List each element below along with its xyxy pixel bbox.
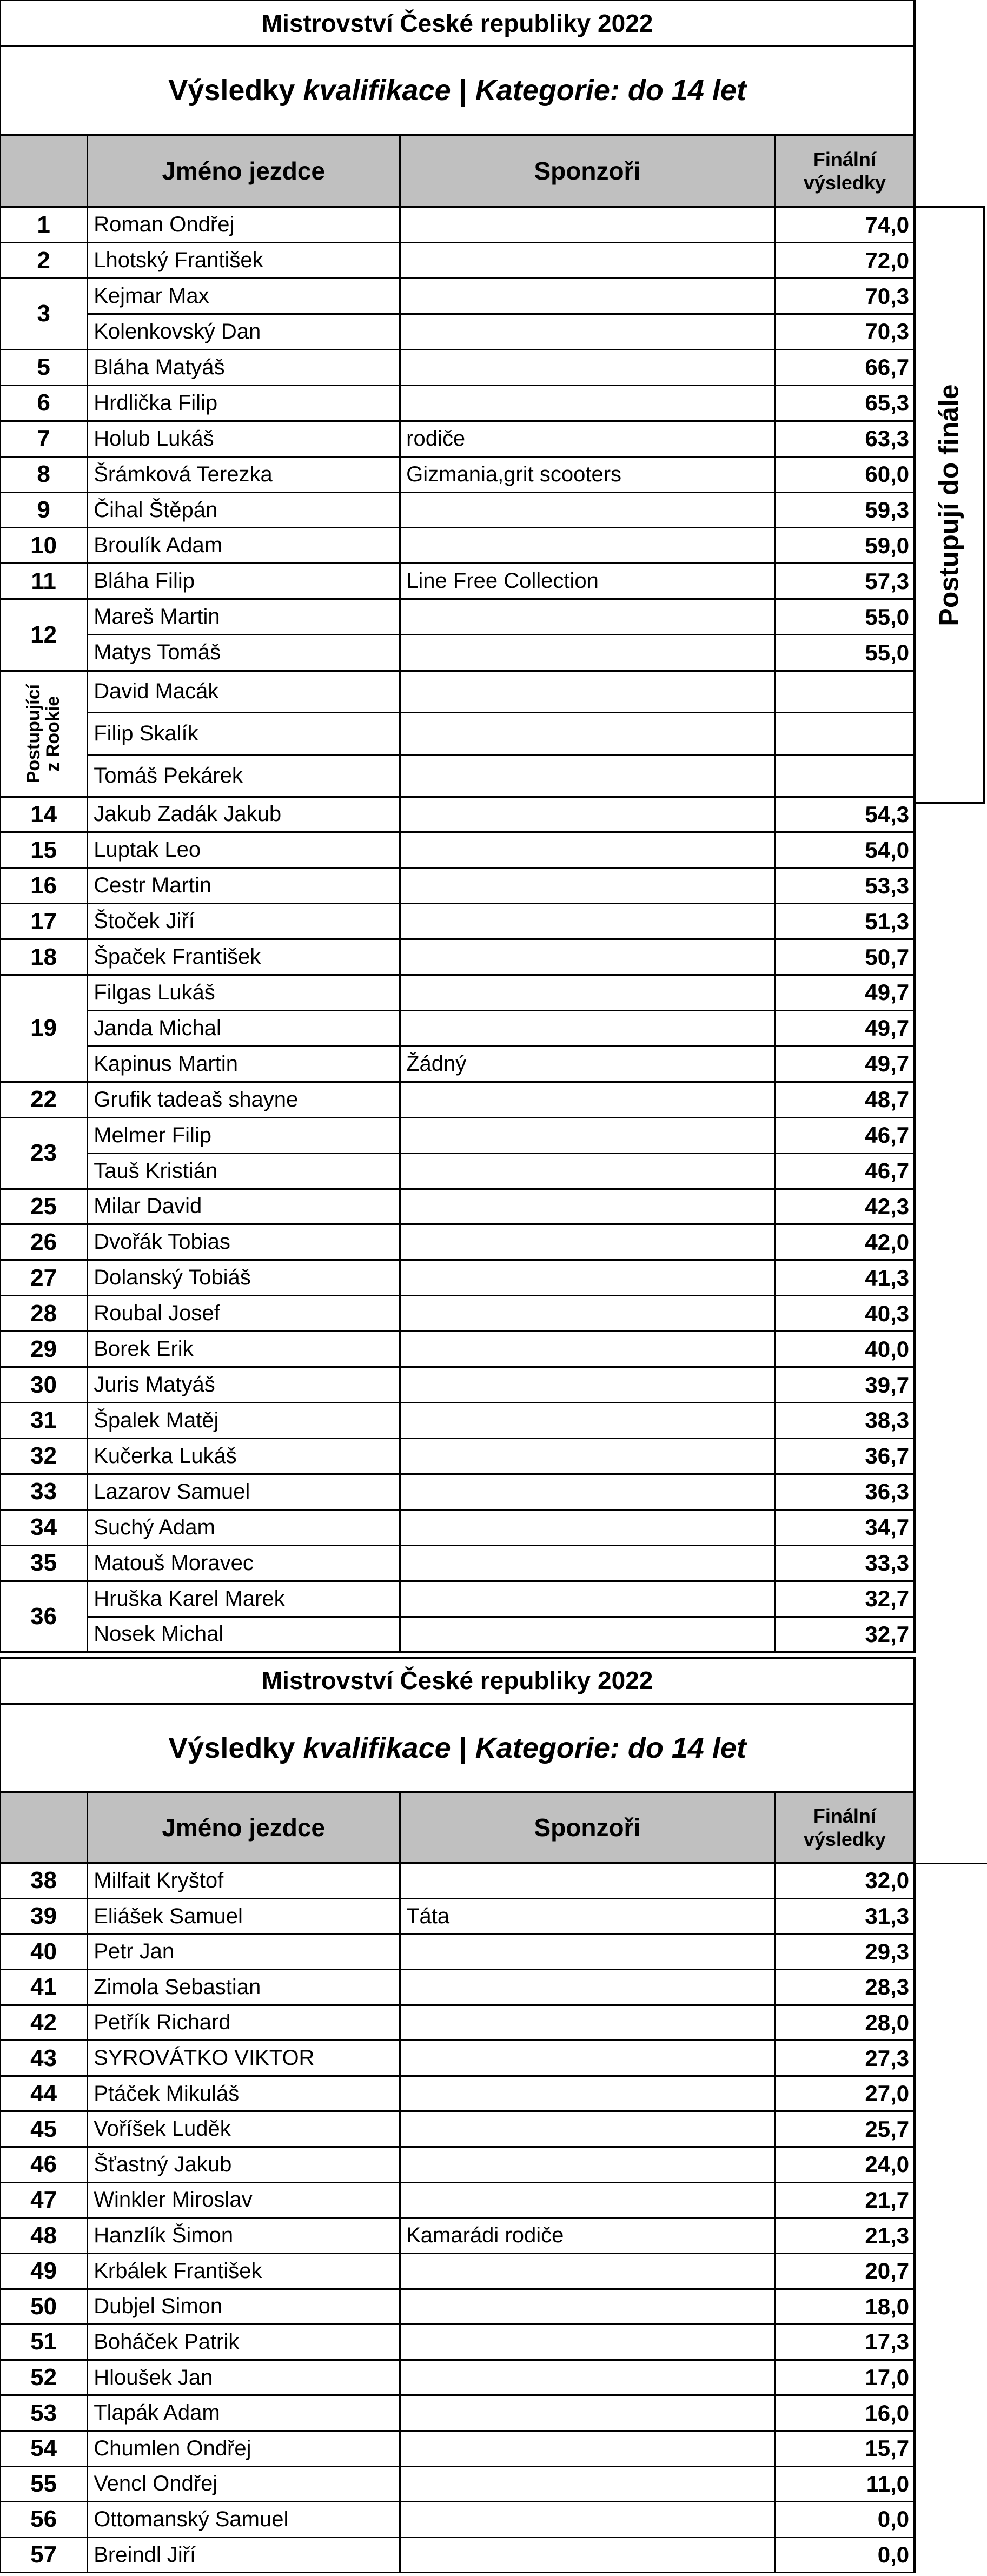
rider-sponsor bbox=[400, 1224, 775, 1260]
subtitle-part3: | bbox=[451, 74, 475, 107]
rider-sponsor bbox=[400, 975, 775, 1011]
final-score: 50,7 bbox=[865, 944, 910, 970]
grid-line bbox=[915, 1863, 987, 1864]
rider-sponsor: Táta bbox=[406, 1904, 450, 1928]
rider-name: Tomáš Pekárek bbox=[94, 763, 243, 787]
subtitle-part2: kvalifikace bbox=[303, 74, 451, 107]
rank-number: 7 bbox=[37, 425, 50, 452]
rider-sponsor bbox=[400, 671, 775, 713]
rank-number: 54 bbox=[30, 2435, 57, 2462]
rider-sponsor bbox=[400, 1189, 775, 1224]
rider-sponsor bbox=[400, 712, 775, 754]
rank-number: 18 bbox=[30, 943, 57, 970]
subtitle-part4: Kategorie: do 14 let bbox=[475, 1732, 746, 1765]
grid-line bbox=[913, 0, 916, 207]
rank-number: 25 bbox=[30, 1193, 57, 1220]
rank-number: 2 bbox=[37, 247, 50, 274]
grid-line bbox=[399, 135, 401, 207]
rider-sponsor bbox=[400, 207, 775, 243]
rider-name: Bláha Matyáš bbox=[94, 355, 225, 379]
final-score: 25,7 bbox=[865, 2116, 910, 2142]
grid-line bbox=[0, 134, 916, 136]
rider-sponsor bbox=[400, 2395, 775, 2431]
rider-name: Cestr Martin bbox=[94, 873, 212, 898]
rank-number: 40 bbox=[30, 1938, 57, 1965]
grid-line bbox=[87, 207, 88, 1652]
final-score: 34,7 bbox=[865, 1514, 910, 1540]
rank-number: 27 bbox=[30, 1264, 57, 1291]
rider-sponsor bbox=[400, 1970, 775, 2005]
grid-line bbox=[87, 712, 915, 713]
rider-name: Winkler Miroslav bbox=[94, 2188, 253, 2212]
rank-number: 45 bbox=[30, 2115, 57, 2142]
rank-number: 43 bbox=[30, 2044, 57, 2071]
column-header-score: Finální výsledky bbox=[803, 148, 886, 194]
rider-name: Matys Tomáš bbox=[94, 640, 221, 665]
rider-name: Holub Lukáš bbox=[94, 426, 214, 451]
rank-number: 23 bbox=[30, 1140, 57, 1167]
rider-sponsor bbox=[400, 2147, 775, 2183]
rank-number: 52 bbox=[30, 2364, 57, 2391]
final-score bbox=[775, 754, 915, 797]
rider-name: Suchý Adam bbox=[94, 1515, 215, 1539]
rider-sponsor bbox=[400, 2076, 775, 2111]
rider-sponsor bbox=[400, 2325, 775, 2360]
rank-number: 11 bbox=[31, 567, 56, 594]
rider-sponsor bbox=[400, 279, 775, 314]
rider-name: Hloušek Jan bbox=[94, 2365, 213, 2389]
column-header-score: Finální výsledky bbox=[803, 1805, 886, 1851]
rider-name: Ottomanský Samuel bbox=[94, 2507, 289, 2531]
rider-sponsor bbox=[400, 754, 775, 797]
rider-sponsor: Gizmania,grit scooters bbox=[406, 462, 622, 486]
rider-name: Šrámková Terezka bbox=[94, 462, 273, 486]
final-score: 27,3 bbox=[865, 2045, 910, 2071]
subtitle-part1: Výsledky bbox=[168, 74, 303, 107]
final-score: 32,7 bbox=[865, 1621, 910, 1647]
rider-sponsor bbox=[400, 868, 775, 904]
final-score: 51,3 bbox=[865, 908, 910, 934]
final-score: 16,0 bbox=[865, 2400, 910, 2426]
final-score: 60,0 bbox=[865, 461, 910, 487]
rank-number: 36 bbox=[30, 1603, 57, 1630]
rank-number: 35 bbox=[30, 1549, 57, 1577]
rank-number: 12 bbox=[30, 621, 57, 648]
rider-name: Hanzlík Šimon bbox=[94, 2223, 234, 2248]
rider-sponsor bbox=[400, 243, 775, 279]
final-score: 70,3 bbox=[865, 283, 910, 309]
rider-name: Dubjel Simon bbox=[94, 2294, 223, 2319]
rank-number: 38 bbox=[30, 1867, 57, 1894]
rider-sponsor bbox=[400, 1117, 775, 1153]
rank-number: 17 bbox=[30, 908, 57, 935]
rider-sponsor bbox=[400, 1545, 775, 1581]
rider-name: Tlapák Adam bbox=[94, 2401, 220, 2425]
final-score: 32,0 bbox=[865, 1868, 910, 1893]
grid-line bbox=[0, 1651, 916, 1653]
rider-name: Janda Michal bbox=[94, 1016, 221, 1040]
grid-line bbox=[0, 1791, 916, 1793]
rank-number: 51 bbox=[30, 2328, 57, 2355]
rider-name: Dolanský Tobiáš bbox=[94, 1266, 251, 1290]
final-score: 40,3 bbox=[865, 1300, 910, 1326]
grid-line bbox=[0, 0, 1, 207]
rider-sponsor bbox=[400, 939, 775, 975]
rider-sponsor: Žádný bbox=[406, 1051, 467, 1076]
rank-number: 6 bbox=[37, 389, 50, 416]
sheet-title: Mistrovství České republiky 2022 bbox=[261, 9, 653, 37]
rider-name: Bláha Filip bbox=[94, 569, 195, 593]
rider-name: Jakub Zadák Jakub bbox=[94, 802, 282, 826]
rank-number: 9 bbox=[37, 496, 50, 524]
grid-line bbox=[0, 45, 916, 47]
final-score: 48,7 bbox=[865, 1087, 910, 1112]
subtitle-part3: | bbox=[451, 1732, 475, 1765]
rider-name: Petr Jan bbox=[94, 1939, 175, 1964]
rider-sponsor bbox=[400, 2041, 775, 2076]
rank-number: 53 bbox=[30, 2399, 57, 2426]
final-score: 42,3 bbox=[865, 1193, 910, 1219]
rider-sponsor bbox=[400, 2182, 775, 2218]
rider-name: Krbálek František bbox=[94, 2259, 262, 2283]
rank-number: 14 bbox=[30, 800, 57, 827]
rider-sponsor bbox=[400, 1367, 775, 1403]
grid-line bbox=[399, 207, 401, 1652]
rider-name: David Macák bbox=[94, 679, 219, 704]
rider-sponsor bbox=[400, 1332, 775, 1367]
rank-number: 33 bbox=[30, 1478, 57, 1505]
rookie-advance-label: Postupující z Rookie bbox=[23, 684, 63, 783]
rider-sponsor: Line Free Collection bbox=[406, 569, 599, 593]
rider-name: Milfait Kryštof bbox=[94, 1868, 224, 1892]
rank-number: 31 bbox=[30, 1407, 57, 1434]
final-score: 24,0 bbox=[865, 2151, 910, 2177]
rank-number: 56 bbox=[30, 2506, 57, 2533]
grid-line bbox=[87, 1153, 915, 1154]
grid-line bbox=[0, 2572, 916, 2573]
rank-number: 42 bbox=[30, 2009, 57, 2036]
final-score: 46,7 bbox=[865, 1158, 910, 1184]
final-score bbox=[775, 671, 915, 713]
rider-sponsor bbox=[400, 1153, 775, 1189]
rider-name: Kapinus Martin bbox=[94, 1051, 238, 1076]
final-score: 38,3 bbox=[865, 1407, 910, 1433]
rider-sponsor bbox=[400, 1438, 775, 1474]
rider-sponsor bbox=[400, 1509, 775, 1545]
rank-number: 3 bbox=[37, 300, 50, 327]
final-score: 15,7 bbox=[865, 2435, 910, 2461]
rider-sponsor bbox=[400, 1260, 775, 1296]
final-score: 55,0 bbox=[865, 604, 910, 630]
rider-sponsor bbox=[400, 2502, 775, 2538]
rank-number: 47 bbox=[30, 2186, 57, 2213]
rider-name: Lhotský František bbox=[94, 248, 263, 273]
rank-number: 55 bbox=[30, 2470, 57, 2497]
final-score: 54,3 bbox=[865, 801, 910, 827]
final-score: 53,3 bbox=[865, 872, 910, 898]
rank-number: 22 bbox=[30, 1086, 57, 1113]
rank-number: 41 bbox=[30, 1974, 57, 2001]
rider-name: SYROVÁTKO VIKTOR bbox=[94, 2046, 315, 2070]
rider-name: Filgas Lukáš bbox=[94, 980, 215, 1004]
rider-name: Petřík Richard bbox=[94, 2010, 231, 2035]
final-score: 32,7 bbox=[865, 1586, 910, 1612]
rider-sponsor bbox=[400, 2111, 775, 2147]
rank-number: 44 bbox=[30, 2080, 57, 2107]
rider-name: Ptáček Mikuláš bbox=[94, 2081, 240, 2105]
rank-number: 15 bbox=[30, 836, 57, 863]
rider-name: Boháček Patrik bbox=[94, 2329, 240, 2354]
rider-sponsor bbox=[400, 1934, 775, 1970]
grid-line bbox=[0, 1658, 1, 1863]
rank-number: 28 bbox=[30, 1300, 57, 1327]
final-score: 40,0 bbox=[865, 1336, 910, 1362]
grid-line bbox=[87, 1616, 915, 1618]
grid-line bbox=[774, 135, 776, 207]
grid-line bbox=[0, 1863, 1, 2573]
final-score: 21,3 bbox=[865, 2222, 910, 2248]
final-score: 49,7 bbox=[865, 1051, 910, 1077]
rider-name: Roubal Josef bbox=[94, 1301, 220, 1326]
final-score: 42,0 bbox=[865, 1229, 910, 1255]
final-score: 28,3 bbox=[865, 1974, 910, 2000]
final-score: 74,0 bbox=[865, 211, 910, 237]
grid-line bbox=[774, 207, 776, 1652]
rider-name: Roman Ondřej bbox=[94, 213, 235, 237]
rider-name: Matouš Moravec bbox=[94, 1551, 254, 1575]
rider-name: Hruška Karel Marek bbox=[94, 1586, 285, 1611]
rider-name: Chumlen Ondřej bbox=[94, 2436, 251, 2460]
rider-sponsor bbox=[400, 635, 775, 671]
rider-sponsor bbox=[400, 1403, 775, 1439]
rider-sponsor bbox=[400, 1082, 775, 1117]
final-score: 55,0 bbox=[865, 639, 910, 665]
grid-line bbox=[0, 1703, 916, 1705]
final-score: 31,3 bbox=[865, 1903, 910, 1929]
grid-line bbox=[87, 754, 915, 756]
final-score: 54,0 bbox=[865, 837, 910, 863]
final-score: 33,3 bbox=[865, 1550, 910, 1576]
grid-line bbox=[774, 1792, 776, 1863]
rider-sponsor bbox=[400, 1474, 775, 1509]
rider-name: Nosek Michal bbox=[94, 1622, 224, 1646]
rider-name: Eliášek Samuel bbox=[94, 1904, 243, 1928]
rider-name: Mareš Martin bbox=[94, 605, 220, 629]
rank-number: 16 bbox=[30, 872, 57, 899]
grid-line bbox=[87, 1010, 915, 1011]
rank-number: 50 bbox=[30, 2293, 57, 2320]
rider-name: Zimola Sebastian bbox=[94, 1975, 261, 1999]
rider-name: Borek Erik bbox=[94, 1337, 194, 1361]
final-score: 59,0 bbox=[865, 532, 910, 558]
rank-number: 34 bbox=[30, 1514, 57, 1541]
rank-number: 8 bbox=[37, 461, 50, 488]
sheet-title: Mistrovství České republiky 2022 bbox=[261, 1666, 653, 1695]
rank-number: 29 bbox=[30, 1335, 57, 1362]
final-score bbox=[775, 712, 915, 754]
subtitle-part1: Výsledky bbox=[168, 1732, 303, 1765]
rider-sponsor bbox=[400, 528, 775, 564]
final-score: 17,3 bbox=[865, 2329, 910, 2355]
rider-name: Broulík Adam bbox=[94, 533, 223, 558]
rider-name: Juris Matyáš bbox=[94, 1373, 215, 1397]
subtitle-part2: kvalifikace bbox=[303, 1732, 451, 1765]
rider-sponsor bbox=[400, 1863, 775, 1899]
rider-name: Filip Skalík bbox=[94, 721, 198, 745]
rider-name: Milar David bbox=[94, 1194, 202, 1219]
rank-number: 19 bbox=[30, 1015, 57, 1042]
rider-name: Čihal Štěpán bbox=[94, 498, 218, 522]
final-score: 29,3 bbox=[865, 1938, 910, 1964]
final-score: 72,0 bbox=[865, 247, 910, 273]
rider-sponsor bbox=[400, 2431, 775, 2466]
rider-name: Štoček Jiří bbox=[94, 909, 195, 933]
final-score: 65,3 bbox=[865, 390, 910, 416]
rider-name: Breindl Jiří bbox=[94, 2542, 196, 2567]
subtitle-part4: Kategorie: do 14 let bbox=[475, 74, 746, 107]
rider-sponsor bbox=[400, 314, 775, 349]
rank-number: 5 bbox=[37, 354, 50, 381]
rank-number: 49 bbox=[30, 2257, 57, 2284]
rank-number: 30 bbox=[30, 1371, 57, 1398]
grid-line bbox=[87, 1792, 88, 1863]
rider-sponsor bbox=[400, 1010, 775, 1046]
rider-name: Šťastný Jakub bbox=[94, 2152, 232, 2176]
rank-number: 26 bbox=[30, 1228, 57, 1255]
rider-sponsor bbox=[400, 1581, 775, 1617]
rider-sponsor bbox=[400, 2289, 775, 2325]
rank-number: 1 bbox=[37, 211, 50, 238]
rider-sponsor bbox=[400, 832, 775, 868]
grid-line bbox=[87, 1045, 915, 1047]
rider-sponsor bbox=[400, 797, 775, 832]
grid-line bbox=[0, 1657, 916, 1659]
grid-line bbox=[87, 135, 88, 207]
grid-line bbox=[913, 1863, 916, 2573]
rider-sponsor bbox=[400, 1296, 775, 1332]
final-score: 36,7 bbox=[865, 1443, 910, 1469]
final-score: 28,0 bbox=[865, 2009, 910, 2035]
final-score: 70,3 bbox=[865, 319, 910, 345]
rider-sponsor bbox=[400, 492, 775, 528]
final-score: 66,7 bbox=[865, 354, 910, 380]
grid-line bbox=[399, 1792, 401, 1863]
final-score: 41,3 bbox=[865, 1264, 910, 1290]
rider-sponsor bbox=[400, 2005, 775, 2041]
rank-number: 48 bbox=[30, 2222, 57, 2249]
rider-name: Voříšek Luděk bbox=[94, 2117, 231, 2141]
rider-sponsor bbox=[400, 599, 775, 635]
final-score: 20,7 bbox=[865, 2258, 910, 2284]
grid-line bbox=[774, 1863, 776, 2573]
finalists-side-label: Postupují do finále bbox=[934, 384, 965, 626]
rider-name: Luptak Leo bbox=[94, 838, 201, 862]
column-header-name: Jméno jezdce bbox=[162, 156, 325, 185]
rank-number: 32 bbox=[30, 1442, 57, 1469]
rider-name: Špalek Matěj bbox=[94, 1408, 219, 1432]
final-score: 59,3 bbox=[865, 497, 910, 523]
rider-sponsor bbox=[400, 2253, 775, 2289]
final-score: 46,7 bbox=[865, 1122, 910, 1148]
rider-sponsor bbox=[400, 385, 775, 421]
rider-name: Vencl Ondřej bbox=[94, 2472, 218, 2496]
final-score: 57,3 bbox=[865, 568, 910, 594]
column-header-sponsor: Sponzoři bbox=[534, 1813, 641, 1842]
rider-sponsor bbox=[400, 1617, 775, 1652]
rider-sponsor bbox=[400, 904, 775, 939]
rider-name: Dvořák Tobias bbox=[94, 1230, 230, 1254]
column-header-name: Jméno jezdce bbox=[162, 1813, 325, 1842]
sheet-subtitle bbox=[0, 46, 915, 135]
rider-name: Kučerka Lukáš bbox=[94, 1443, 237, 1468]
rider-name: Lazarov Samuel bbox=[94, 1479, 250, 1504]
rank-number: 46 bbox=[30, 2151, 57, 2178]
rider-name: Grufik tadeaš shayne bbox=[94, 1087, 299, 1111]
rider-name: Hrdlička Filip bbox=[94, 390, 218, 415]
final-score: 49,7 bbox=[865, 979, 910, 1005]
rider-sponsor bbox=[400, 2537, 775, 2573]
rider-sponsor bbox=[400, 2466, 775, 2502]
grid-line bbox=[0, 207, 1, 1652]
rank-number: 57 bbox=[30, 2541, 57, 2568]
rider-name: Kolenkovský Dan bbox=[94, 319, 261, 343]
grid-line bbox=[87, 634, 915, 635]
final-score: 27,0 bbox=[865, 2081, 910, 2107]
rider-name: Melmer Filip bbox=[94, 1123, 211, 1147]
grid-line bbox=[399, 1863, 401, 2573]
final-score: 11,0 bbox=[866, 2471, 910, 2496]
grid-line bbox=[913, 1658, 916, 1863]
final-score: 39,7 bbox=[865, 1372, 910, 1398]
grid-line bbox=[87, 1863, 88, 2573]
final-score: 36,3 bbox=[865, 1479, 910, 1505]
rider-name: Kejmar Max bbox=[94, 284, 209, 308]
rider-sponsor: Kamarádi rodiče bbox=[406, 2223, 564, 2248]
rider-name: Špaček František bbox=[94, 945, 261, 969]
final-score: 63,3 bbox=[865, 426, 910, 452]
final-score: 0,0 bbox=[877, 2506, 910, 2532]
final-score: 18,0 bbox=[865, 2293, 910, 2319]
final-score: 17,0 bbox=[865, 2365, 910, 2390]
grid-line bbox=[0, 0, 916, 1]
rider-name: Tauš Kristián bbox=[94, 1158, 218, 1183]
grid-line bbox=[87, 313, 915, 315]
rider-sponsor bbox=[400, 349, 775, 385]
sheet-subtitle bbox=[0, 1704, 915, 1792]
column-header-sponsor: Sponzoři bbox=[534, 156, 641, 185]
rank-number: 39 bbox=[30, 1903, 57, 1930]
rank-number: 10 bbox=[30, 532, 57, 559]
final-score: 21,7 bbox=[865, 2187, 910, 2213]
final-score: 49,7 bbox=[865, 1015, 910, 1041]
rider-sponsor: rodiče bbox=[406, 426, 466, 451]
rider-sponsor bbox=[400, 2360, 775, 2395]
final-score: 0,0 bbox=[877, 2542, 910, 2568]
